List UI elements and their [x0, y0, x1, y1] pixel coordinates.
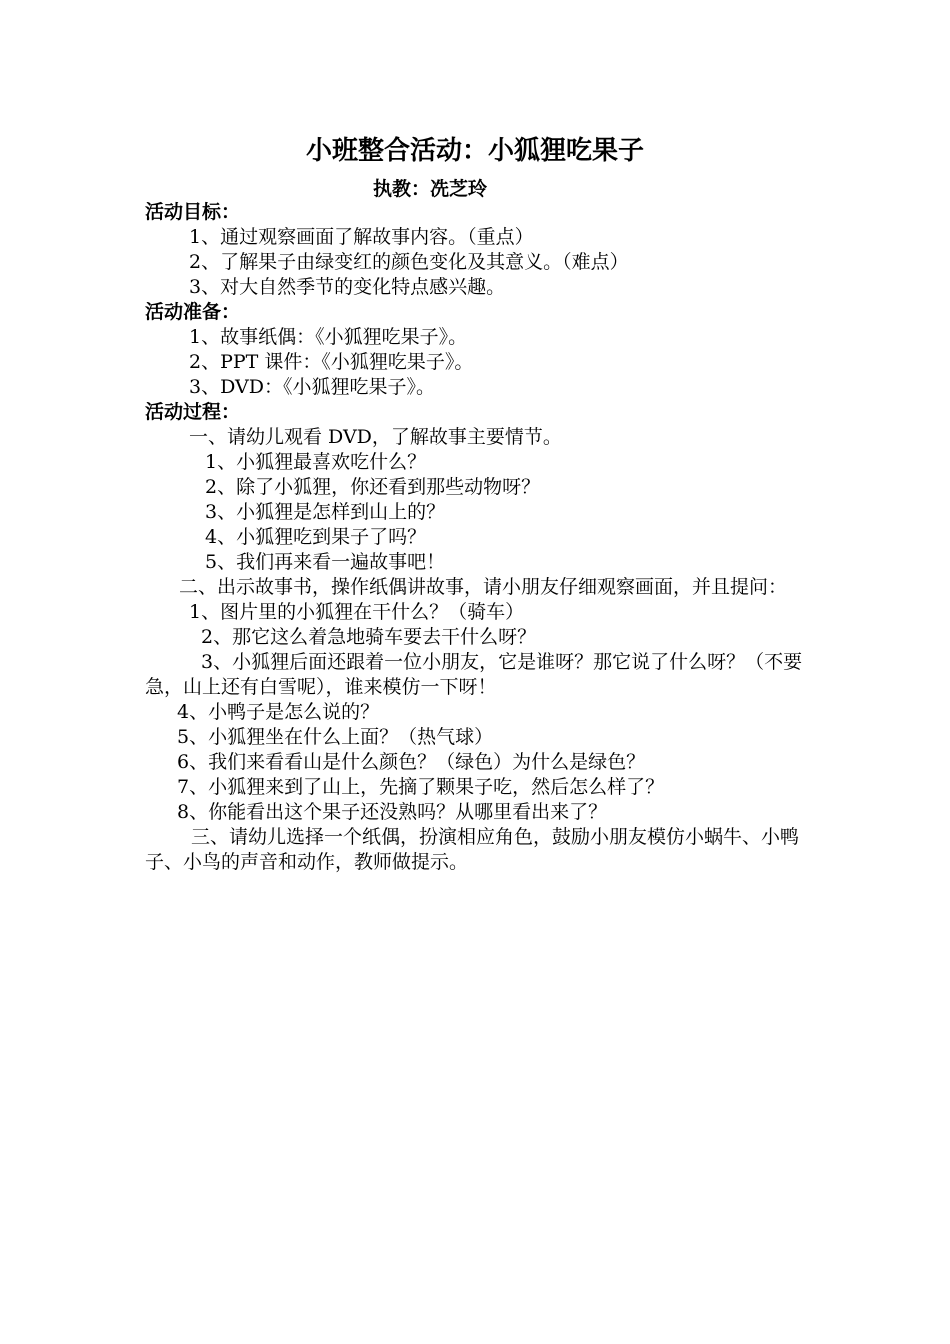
step2-question: 8、你能看出这个果子还没熟吗？从哪里看出来了？: [177, 801, 608, 823]
step1-question: 3、小狐狸是怎样到山上的？: [205, 501, 446, 523]
process-step-2: 二、出示故事书，操作纸偶讲故事，请小朋友仔细观察画面，并且提问：: [179, 576, 788, 598]
document-body: [145, 200, 825, 875]
step2-question: 6、我们来看看山是什么颜色？（绿色）为什么是绿色？: [177, 751, 646, 773]
prep-item: 1、故事纸偶：《小狐狸吃果子》。: [189, 326, 468, 348]
step2-question: 1、图片里的小狐狸在干什么？（骑车）: [189, 601, 525, 623]
process-step-3: 三、请幼儿选择一个纸偶，扮演相应角色，鼓励小朋友模仿小蜗牛、小鸭子、小鸟的声音和动作，教师做提示。: [145, 826, 800, 873]
prep-item: 2、PPT 课件：《小狐狸吃果子》。: [189, 351, 474, 373]
author-line: 执教：冼芝玲: [372, 178, 487, 200]
prep-item: 3、DVD：《小狐狸吃果子》。: [189, 376, 435, 398]
process-heading: 活动过程：: [145, 401, 241, 423]
goal-item: 1、通过观察画面了解故事内容。（重点）: [189, 226, 534, 248]
goal-item: 2、了解果子由绿变红的颜色变化及其意义。（难点）: [189, 251, 629, 273]
step1-question: 5、我们再来看一遍故事吧！: [205, 551, 446, 573]
step2-question: 5、小狐狸坐在什么上面？（热气球）: [177, 726, 494, 748]
step1-question: 4、小狐狸吃到果子了吗？: [205, 526, 427, 548]
step2-question: 2、那它这么着急地骑车要去干什么呀？: [201, 626, 537, 648]
step1-question: 1、小狐狸最喜欢吃什么？: [205, 451, 427, 473]
step1-question: 2、除了小狐狸，你还看到那些动物呀？: [205, 476, 541, 498]
process-step-1: 一、请幼儿观看 DVD，了解故事主要情节。: [189, 426, 562, 448]
step2-question: 4、小鸭子是怎么说的？: [177, 701, 380, 723]
step2-question: 3、小狐狸后面还跟着一位小朋友，它是谁呀？那它说了什么呀？（不要急，山上还有白雪呢），谁来模仿一下呀！: [145, 651, 803, 698]
step2-question: 7、小狐狸来到了山上，先摘了颗果子吃，然后怎么样了？: [177, 776, 665, 798]
document-title: 小班整合活动：小狐狸吃果子: [305, 136, 644, 166]
goal-item: 3、对大自然季节的变化特点感兴趣。: [189, 276, 506, 298]
goals-heading: 活动目标：: [145, 201, 241, 223]
prep-heading: 活动准备：: [145, 301, 241, 323]
